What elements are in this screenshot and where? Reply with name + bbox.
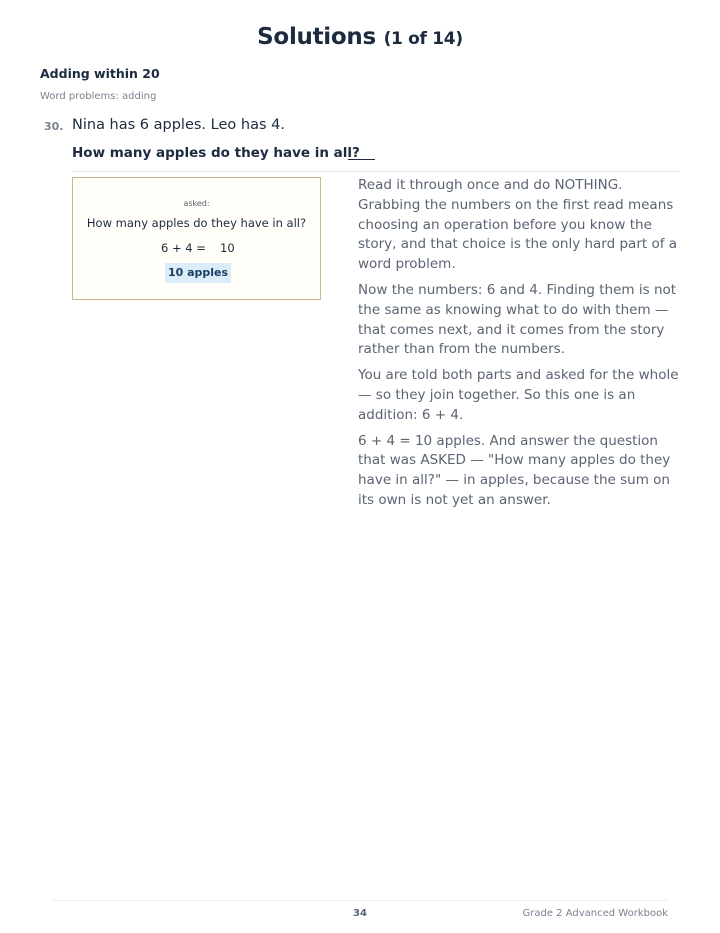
section-subtitle: Word problems: adding bbox=[40, 91, 157, 102]
title-count: (1 of 14) bbox=[383, 29, 463, 49]
card-result: 10 bbox=[220, 241, 235, 255]
page-number: 34 bbox=[353, 908, 367, 919]
card-equation: 6 + 4 = bbox=[161, 241, 206, 255]
section-title: Adding within 20 bbox=[40, 66, 160, 81]
card-question: How many apples do they have in all? bbox=[86, 216, 307, 230]
answer-blank bbox=[348, 159, 375, 160]
footer-divider bbox=[52, 900, 668, 901]
explanation-paragraph: 6 + 4 = 10 apples. And answer the question that was ASKED — "How many apples do they have in all?" — in apples, because the sum on its own is not yet an answer. bbox=[358, 432, 671, 508]
explanation-paragraph: You are told both parts and asked for the whole — so they join together. So this one is an addition: 6 + 4. bbox=[358, 367, 679, 423]
divider bbox=[72, 171, 680, 172]
solution-card bbox=[72, 177, 321, 300]
book-title: Grade 2 Advanced Workbook bbox=[522, 908, 668, 919]
title-text: Solutions bbox=[257, 24, 376, 50]
problem-text: Nina has 6 apples. Leo has 4. bbox=[72, 117, 285, 133]
explanation-paragraph: Now the numbers: 6 and 4. Finding them is not the same as knowing what to do with them — that comes next, and it comes from the story rather than from the numbers. bbox=[358, 281, 677, 358]
page-title bbox=[0, 24, 720, 50]
explanation-paragraph: Read it through once and do NOTHING. Grabbing the numbers on the first read means choosing an operation before you know the story, and that choice is the only hard part of a word problem. bbox=[358, 177, 678, 273]
problem-number: 30. bbox=[44, 120, 64, 133]
asked-label: asked: bbox=[183, 199, 210, 208]
problem-question: How many apples do they have in all? bbox=[72, 145, 360, 161]
answer-badge: 10 apples bbox=[165, 263, 231, 283]
explanation bbox=[358, 176, 684, 517]
